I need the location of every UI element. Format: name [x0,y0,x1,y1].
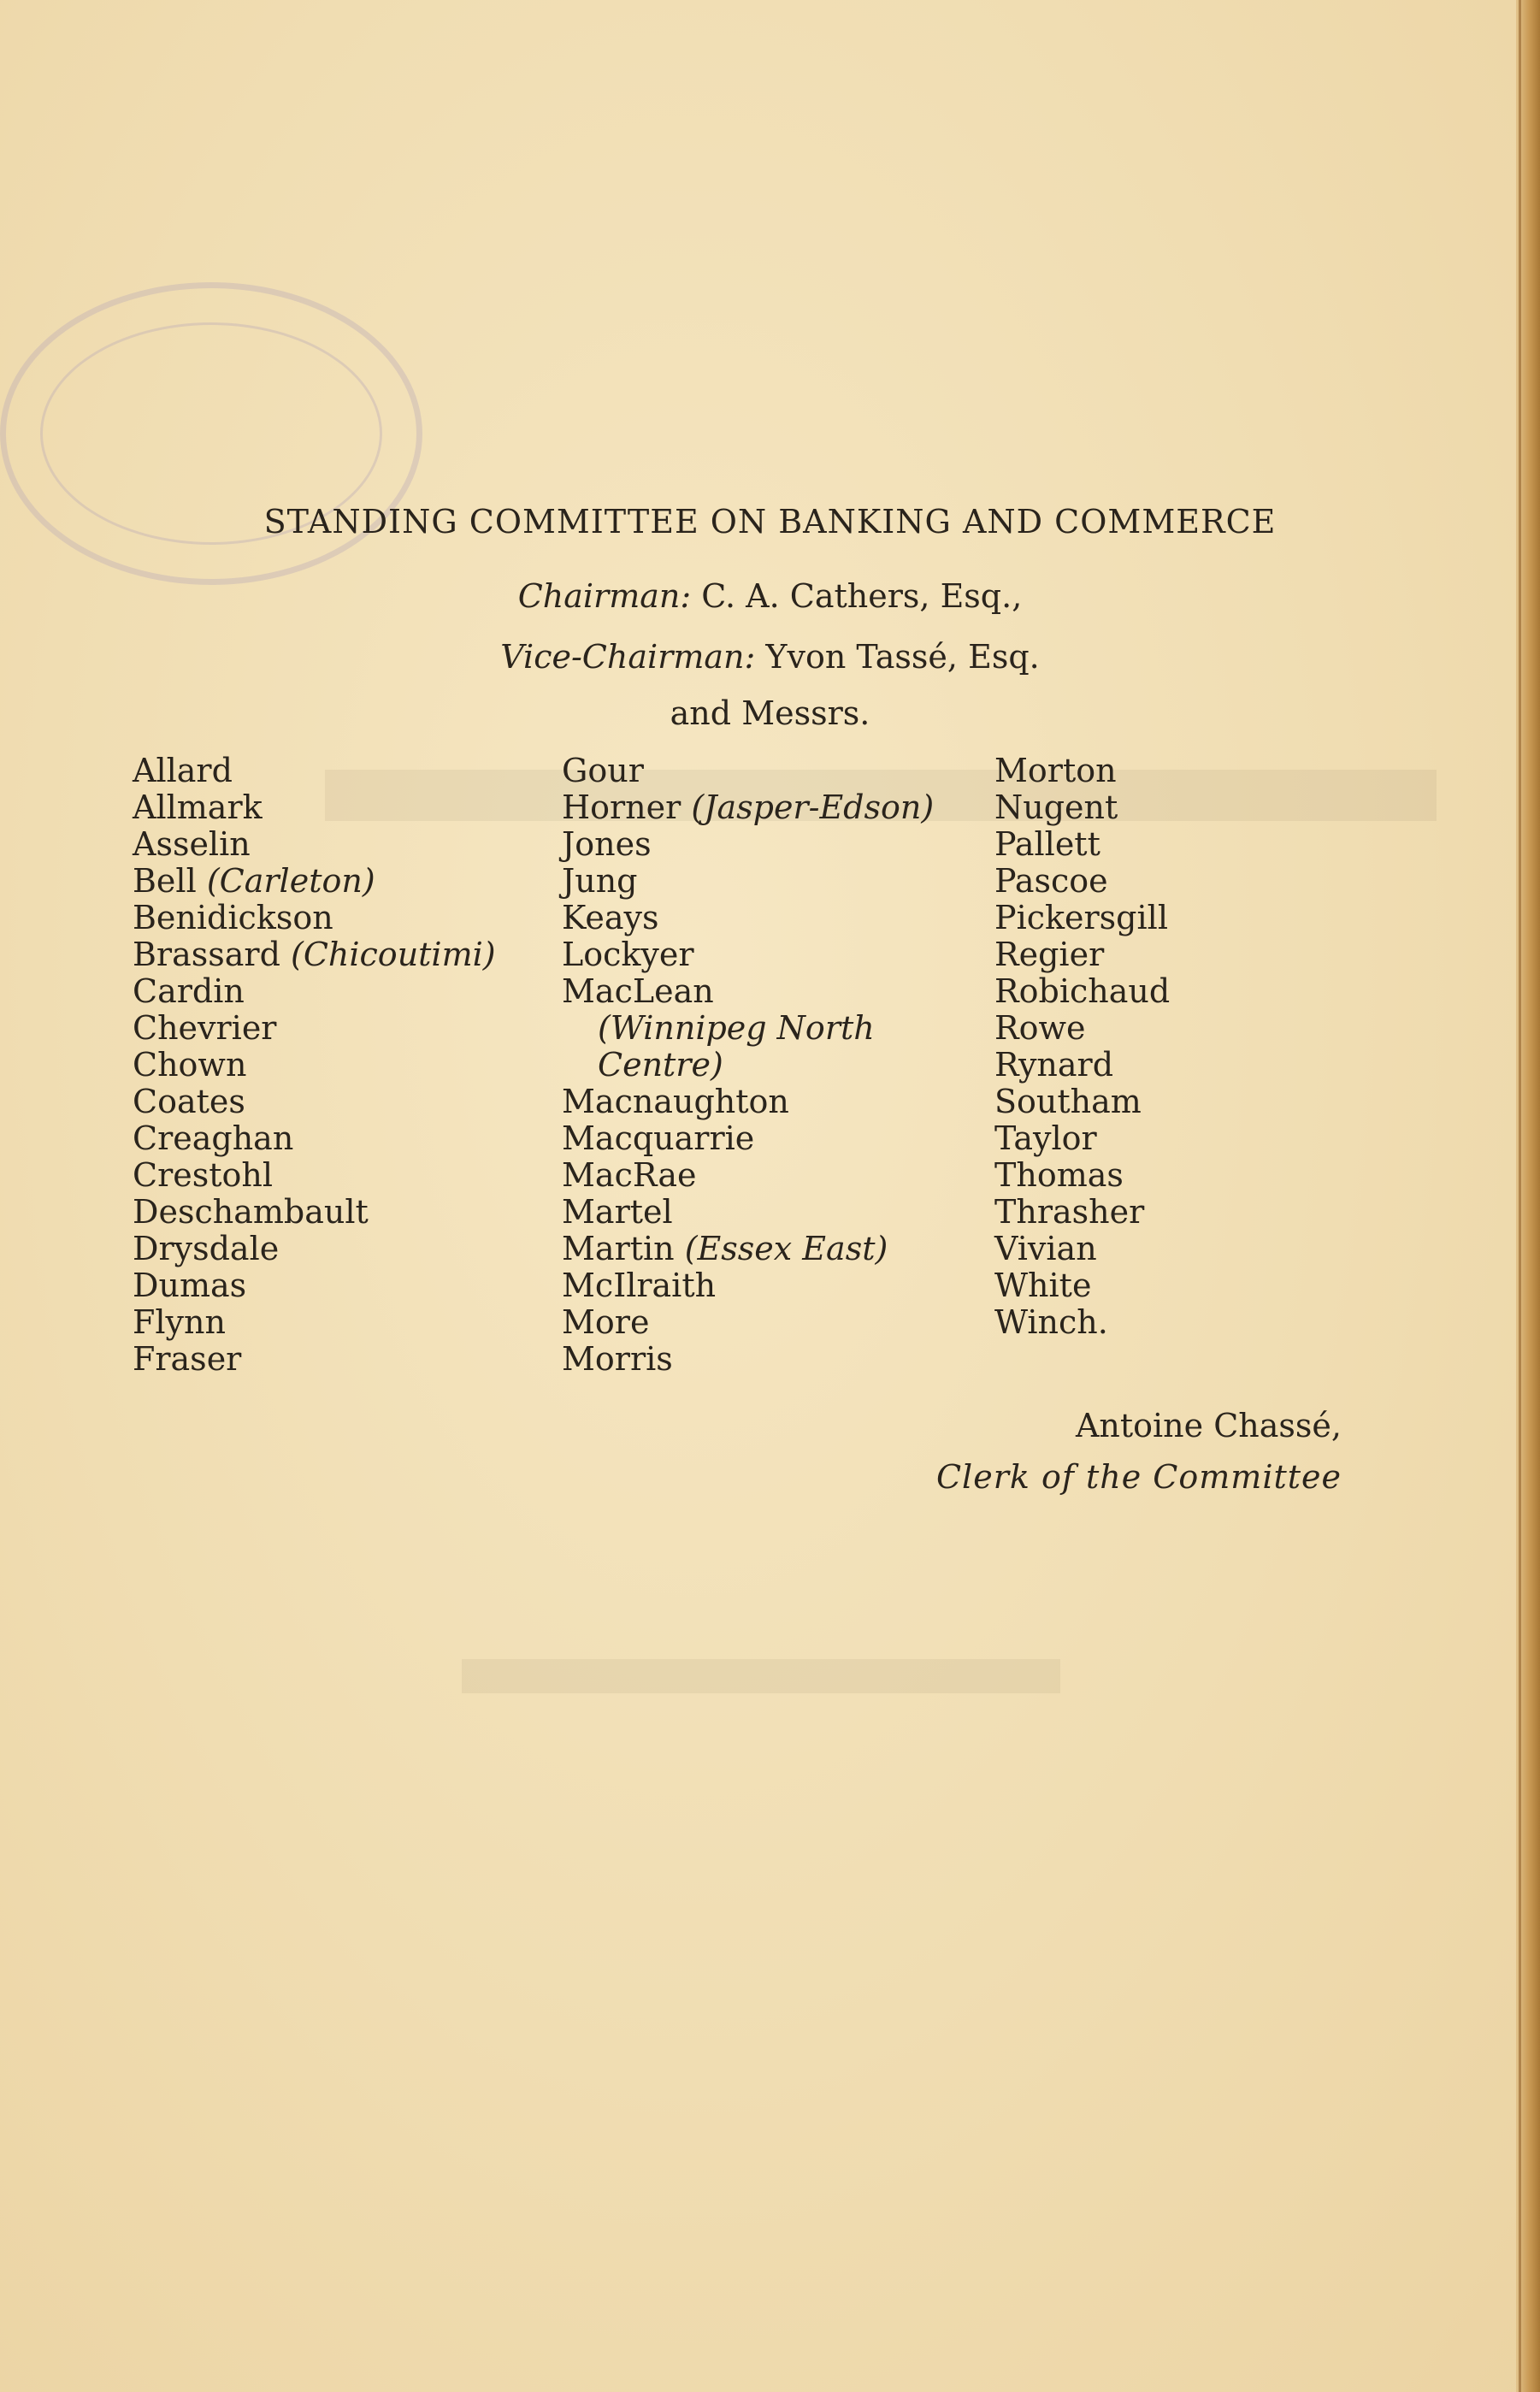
member-entry [994,1047,1170,1084]
member-entry [994,1194,1170,1231]
member-name: MacRae [562,1156,697,1194]
member-entry [133,826,496,863]
member-name: Nugent [994,788,1118,826]
member-entry [562,1304,934,1341]
member-entry [562,863,934,900]
vice-chairman-role: Vice-Chairman: [500,638,756,676]
member-name: Jung [562,862,638,900]
member-entry [562,973,934,1010]
member-entry [133,1120,496,1157]
member-riding: (Essex East) [684,1230,888,1267]
member-name: Gour [562,752,644,789]
member-entry [994,1010,1170,1047]
member-entry [994,973,1170,1010]
member-riding: (Winnipeg North [598,1009,875,1047]
member-name: Thomas [994,1156,1124,1194]
member-name: Bell [133,862,197,900]
member-name: Horner [562,788,681,826]
member-entry [133,753,496,789]
member-name: Flynn [133,1303,226,1341]
member-entry [133,1047,496,1084]
member-riding: (Jasper-Edson) [691,788,935,826]
member-name: Martel [562,1193,673,1231]
member-name: Pascoe [994,862,1108,900]
member-column-3 [994,753,1170,1341]
member-name: Asselin [133,825,251,863]
member-entry [133,789,496,826]
member-name: Southam [994,1083,1142,1120]
member-riding: (Carleton) [206,862,375,900]
member-name: Morton [994,752,1117,789]
member-name: Rowe [994,1009,1086,1047]
member-entry [994,936,1170,973]
chairman-name: C. A. Cathers, Esq., [701,577,1023,615]
member-name: Rynard [994,1046,1114,1084]
member-entry [133,1341,496,1378]
member-entry [994,1304,1170,1341]
member-entry [133,1304,496,1341]
member-entry [994,863,1170,900]
member-entry [562,1267,934,1304]
member-entry [994,1157,1170,1194]
member-name: Taylor [994,1119,1097,1157]
member-column-2 [562,753,934,1378]
member-entry [562,936,934,973]
member-entry [562,1084,934,1120]
chairman-line [0,577,1540,615]
member-entry [133,1194,496,1231]
member-entry [133,1267,496,1304]
member-riding: (Chicoutimi) [291,936,496,973]
member-name: Thrasher [994,1193,1145,1231]
member-entry [994,1267,1170,1304]
member-entry [994,826,1170,863]
member-name: Crestohl [133,1156,274,1194]
member-name: McIlraith [562,1267,717,1304]
member-name: Macquarrie [562,1119,755,1157]
member-name: Brassard [133,936,280,973]
member-entry [562,753,934,789]
member-name: Allard [133,752,233,789]
member-name: Macnaughton [562,1083,789,1120]
show-through-block [462,1659,1060,1693]
member-entry [994,753,1170,789]
member-entry [994,1120,1170,1157]
member-name: Pallett [994,825,1100,863]
clerk-title: Clerk of the Committee [935,1458,1342,1496]
member-name: Chown [133,1046,247,1084]
member-name: Lockyer [562,936,694,973]
member-name: Allmark [133,788,263,826]
member-name: Drysdale [133,1230,280,1267]
member-entry [133,900,496,936]
member-entry [994,900,1170,936]
member-column-1 [133,753,496,1378]
member-name: Martin [562,1230,675,1267]
member-entry [562,1157,934,1194]
member-entry [994,1231,1170,1267]
member-name: Deschambault [133,1193,369,1231]
member-name: Vivian [994,1230,1097,1267]
member-entry [562,900,934,936]
member-entry [994,1084,1170,1120]
member-name: Winch. [994,1303,1108,1341]
member-name: MacLean [562,972,714,1010]
member-name: Creaghan [133,1119,294,1157]
member-entry [562,1231,934,1267]
member-entry [133,1084,496,1120]
page-edge-line [1519,0,1521,2392]
member-name: Pickersgill [994,899,1168,936]
member-name: Chevrier [133,1009,277,1047]
member-name: Regier [994,936,1105,973]
chairman-role: Chairman: [517,577,692,615]
member-name: Coates [133,1083,245,1120]
member-name: Robichaud [994,972,1171,1010]
member-entry [133,863,496,900]
and-messrs: and Messrs. [670,694,870,732]
committee-heading: STANDING COMMITTEE ON BANKING AND COMMERCE [263,503,1277,540]
member-entry [133,1010,496,1047]
member-name: Benidickson [133,899,333,936]
member-entry [562,1047,934,1084]
clerk-signature [936,1400,1342,1503]
member-name: Dumas [133,1267,247,1304]
vice-chairman-name: Yvon Tassé, Esq. [765,638,1040,676]
member-name: White [994,1267,1092,1304]
member-entry [562,1341,934,1378]
member-riding: Centre) [598,1046,723,1084]
member-name: Cardin [133,972,245,1010]
member-entry [562,1194,934,1231]
member-entry [562,1010,934,1047]
member-name: Keays [562,899,659,936]
member-entry [562,826,934,863]
member-entry [133,1231,496,1267]
member-entry [562,789,934,826]
member-entry [562,1120,934,1157]
member-entry [133,936,496,973]
member-entry [994,789,1170,826]
member-name: Jones [562,825,652,863]
member-entry [133,973,496,1010]
clerk-name: Antoine Chassé, [1075,1407,1342,1444]
member-entry [133,1157,496,1194]
member-name: More [562,1303,650,1341]
vice-chairman-line [0,638,1540,676]
member-name: Morris [562,1340,673,1378]
member-name: Fraser [133,1340,242,1378]
